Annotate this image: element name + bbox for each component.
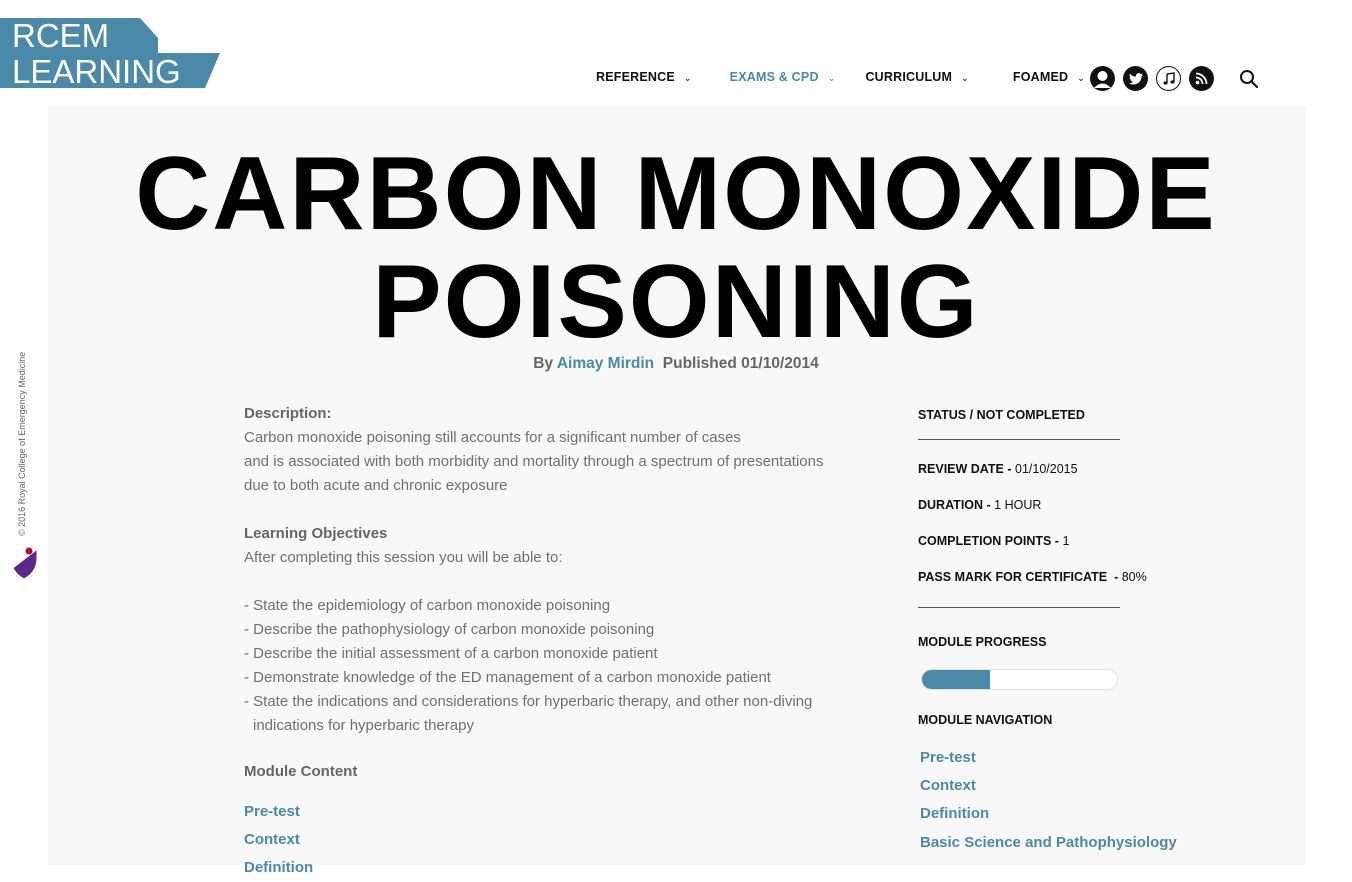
twitter-icon[interactable] bbox=[1123, 66, 1148, 91]
divider bbox=[918, 439, 1120, 440]
nav-foamed-label: FOAMED bbox=[1012, 70, 1069, 84]
module-content-link-definition[interactable]: Definition bbox=[244, 859, 314, 876]
nav-reference[interactable] bbox=[596, 70, 692, 84]
pass-mark-row bbox=[918, 570, 1147, 584]
status-label: STATUS / NOT COMPLETED bbox=[918, 408, 1085, 422]
module-content-link-context[interactable]: Context bbox=[244, 831, 300, 848]
objective-item: - Demonstrate knowledge of the ED management of a carbon monoxide patient bbox=[244, 669, 771, 686]
objectives-intro: After completing this session you will be able to: bbox=[244, 549, 563, 566]
search-icon[interactable] bbox=[1238, 68, 1260, 90]
module-progress-label: MODULE PROGRESS bbox=[918, 635, 1047, 649]
chevron-down-icon: ⌄ bbox=[827, 72, 836, 83]
nav-curriculum-label: CURRICULUM bbox=[865, 70, 953, 84]
review-date-value: 01/10/2015 bbox=[1015, 462, 1078, 476]
rss-icon[interactable] bbox=[1189, 66, 1214, 91]
page-title bbox=[0, 136, 1352, 360]
module-progress-bar bbox=[921, 669, 1118, 690]
duration-value: 1 HOUR bbox=[994, 498, 1042, 512]
rcem-logo[interactable] bbox=[0, 16, 222, 90]
music-icon[interactable] bbox=[1156, 66, 1181, 91]
author-link[interactable]: Aimay Mirdin bbox=[556, 355, 655, 372]
objective-item: - Describe the pathophysiology of carbon monoxide poisoning bbox=[244, 621, 655, 638]
chevron-down-icon: ⌄ bbox=[1077, 72, 1086, 83]
duration-row bbox=[918, 498, 1041, 512]
module-nav-link-context[interactable]: Context bbox=[920, 777, 976, 794]
chevron-down-icon: ⌄ bbox=[961, 72, 969, 83]
published-date: Published 01/10/2014 bbox=[662, 355, 819, 372]
points-value: 1 bbox=[1062, 534, 1070, 548]
description-line: Carbon monoxide poisoning still accounts for a significant number of cases bbox=[244, 429, 741, 446]
chevron-down-icon: ⌄ bbox=[683, 72, 692, 83]
main-nav bbox=[596, 70, 1085, 84]
module-nav-link-pretest[interactable]: Pre-test bbox=[920, 749, 976, 766]
review-date-label: REVIEW DATE - bbox=[918, 462, 1012, 476]
review-date-row bbox=[918, 462, 1078, 476]
points-label: COMPLETION POINTS - bbox=[918, 534, 1059, 548]
nav-exams-label: EXAMS & CPD bbox=[729, 70, 819, 84]
user-icon[interactable] bbox=[1090, 66, 1115, 91]
module-navigation-label: MODULE NAVIGATION bbox=[918, 713, 1053, 727]
copyright-text: © 2016 Royal College of Emergency Medicine bbox=[17, 351, 27, 536]
title-line1: CARBON MONOXIDE bbox=[135, 136, 1217, 252]
module-nav-link-basic-science[interactable]: Basic Science and Pathophysiology bbox=[920, 834, 1177, 851]
logo-line1: RCEM bbox=[12, 17, 110, 54]
duration-label: DURATION - bbox=[918, 498, 991, 512]
description-line: and is associated with both morbidity and mortality through a spectrum of presentations bbox=[244, 453, 824, 470]
objective-item: - Describe the initial assessment of a carbon monoxide patient bbox=[244, 645, 658, 662]
header-icons bbox=[1090, 66, 1260, 91]
module-progress-fill bbox=[922, 670, 990, 689]
divider bbox=[918, 607, 1120, 608]
objectives-label: Learning Objectives bbox=[244, 525, 388, 542]
description-label: Description: bbox=[244, 405, 332, 422]
nav-exams-cpd[interactable] bbox=[730, 70, 836, 84]
byline bbox=[0, 355, 1352, 373]
points-row bbox=[918, 534, 1069, 548]
module-content-label: Module Content bbox=[244, 763, 358, 780]
main-column bbox=[244, 402, 884, 882]
objective-item: - State the indications and considerations for hyperbaric therapy, and other non-diving indications for hyperbaric therapy bbox=[244, 693, 813, 734]
module-content-link-pretest[interactable]: Pre-test bbox=[244, 803, 300, 820]
module-content-list bbox=[244, 798, 884, 882]
pass-mark-label: PASS MARK FOR CERTIFICATE - bbox=[918, 570, 1119, 584]
module-nav-link-definition[interactable]: Definition bbox=[920, 805, 990, 822]
nav-reference-label: REFERENCE bbox=[596, 70, 675, 84]
description-line: due to both acute and chronic exposure bbox=[244, 477, 508, 494]
nav-foamed[interactable] bbox=[1013, 70, 1085, 84]
by-label: By bbox=[533, 355, 554, 372]
nav-curriculum[interactable] bbox=[865, 70, 968, 84]
rcem-crest-icon bbox=[10, 544, 38, 585]
pass-mark-value: 80% bbox=[1121, 570, 1147, 584]
title-line2: POISONING bbox=[372, 244, 980, 360]
objective-item: - State the epidemiology of carbon monoxide poisoning bbox=[244, 597, 611, 614]
logo-line2: LEARNING bbox=[12, 53, 181, 90]
